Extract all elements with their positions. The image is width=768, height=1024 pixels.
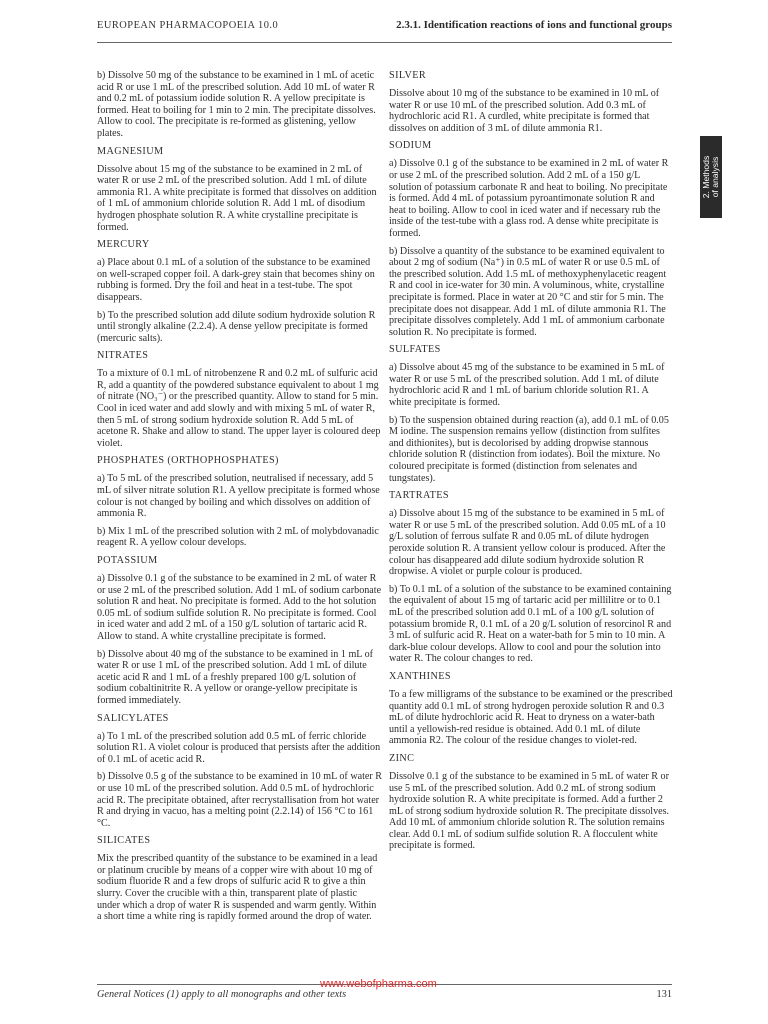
paragraph: Dissolve 0.1 g of the substance to be examined in 5 mL of water R or use 5 mL of the prescribed solution. Add 0.2 mL of strong sodium hydroxide solution R. A white precipitate is formed. Add a further 2 mL of strong sodium hydroxide solution R. The precipitate dissolves. Add 10 mL of ammonium chloride solution R. The solution remains clear. Add 0.1 mL of sodium sulfide solution R. A flocculent white precipitate is formed.: [389, 770, 670, 852]
paragraph: a) Dissolve 0.1 g of the substance to be examined in 2 mL of water R or use 2 mL of the prescribed solution. Add 1 mL of sodium carbonate solution R and heat. No precipitate is formed. Add to the hot solution 0.05 mL of sodium sulfide solution R. No precipitate is formed. Cool in iced water and add 2 mL of a 150 g/L solution of tartaric acid R. Allow to stand. A white crystalline precipitate is formed.: [97, 573, 382, 642]
paragraph: a) Dissolve about 45 mg of the substance to be examined in 5 mL of water R or use 5 mL of the prescribed solution. Add 1 mL of dilute hydrochloric acid R and 1 mL of barium chloride solution R1. A white precipitate is formed.: [389, 362, 665, 409]
running-header-title: EUROPEAN PHARMACOPOEIA 10.0: [97, 20, 279, 31]
section-heading: MERCURY: [97, 239, 150, 251]
paragraph: b) Dissolve 0.5 g of the substance to be examined in 10 mL of water R or use 10 mL of the prescribed solution. Add 0.5 mL of hydrochloric acid R. The precipitate obtained, after recrystallisation from hot water R and drying in vacuo, has a melting point (2.2.14) of 156 °C to 161 °C.: [97, 771, 382, 829]
paragraph: a) To 1 mL of the prescribed solution add 0.5 mL of ferric chloride solution R1. A violet colour is produced that persists after the addition of 0.1 mL of acetic acid R.: [97, 730, 381, 765]
running-header-section: 2.3.1. Identification reactions of ions and functional groups: [396, 19, 672, 31]
section-heading: PHOSPHATES (ORTHOPHOSPHATES): [97, 455, 279, 467]
paragraph: b) Mix 1 mL of the prescribed solution with 2 mL of molybdovanadic reagent R. A yellow colour develops.: [97, 525, 379, 549]
section-heading: POTASSIUM: [97, 555, 158, 566]
section-heading: SILVER: [389, 70, 427, 81]
paragraph: a) To 5 mL of the prescribed solution, neutralised if necessary, add 5 mL of silver nitrate solution R1. A yellow precipitate is formed whose colour is not changed by boiling and which dissolves on addition of ammonia R.: [97, 473, 380, 520]
section-heading: XANTHINES: [389, 670, 451, 682]
section-heading: ZINC: [389, 752, 415, 764]
paragraph: To a few milligrams of the substance to be examined or the prescribed quantity add 0.1 mL of strong hydrogen peroxide solution R and 0.3 mL of dilute hydrochloric acid R. Heat to dryness on a water-bath until a yellowish-red residue is obtained. Add 0.1 mL of dilute ammonia R2. The colour of the residue changes to violet-red.: [389, 688, 673, 747]
page-number: 131: [656, 989, 672, 1000]
paragraph: b) To the suspension obtained during reaction (a), add 0.1 mL of 0.05 M iodine. The suspension remains yellow (distinction from sulfites and dithionites), but is decolorised by adding dropwise stannous chloride solution R (distinction from iodates). Boil the mixture. No coloured precipitate is formed (distinction from selenates and tungstates).: [389, 414, 669, 484]
paragraph: b) To the prescribed solution add dilute sodium hydroxide solution R until strongly alkaline (2.2.4). A dense yellow precipitate is formed (mercuric salts).: [97, 309, 376, 344]
paragraph: b) Dissolve a quantity of the substance to be examined equivalent to about 2 mg of sodium (Na⁺) in 0.5 mL of water R or use 0.5 mL of the prescribed solution. Add 1.5 mL of methoxyphenylacetic reagent R and cool in ice-water for 30 min. A voluminous, white, crystalline precipitate is formed. Place in water at 20 °C and stir for 5 min. The precipitate does not disappear. Add 1 mL of dilute ammonia R1. The precipitate dissolves completely. Add 1 mL of ammonium carbonate solution R. No precipitate is formed.: [389, 245, 667, 338]
paragraph: Dissolve about 15 mg of the substance to be examined in 2 mL of water R or use 2 mL of the prescribed solution. Add 1 mL of dilute ammonia R1. A white precipitate is formed that dissolves on addition of 1 mL of ammonium chloride solution R. Add 1 mL of disodium hydrogen phosphate solution R. A white crystalline precipitate is formed.: [97, 163, 377, 233]
paragraph: b) To 0.1 mL of a solution of the substance to be examined containing the equivalent of about 15 mg of tartaric acid per millilitre or to 0.1 mL of the prescribed solution add 0.1 mL of a 100 g/L solution of potassium bromide R, 0.1 mL of a 20 g/L solution of resorcinol R and 3 mL of sulfuric acid R. Heat on a water-bath for 5 min to 10 min. A dark-blue colour develops. Allow to cool and pour the solution into water R. The colour changes to red.: [389, 583, 672, 665]
paragraph: b) Dissolve about 40 mg of the substance to be examined in 1 mL of water R or use 1 mL of the prescribed solution. Add 1 mL of dilute acetic acid R and 1 mL of a freshly prepared 100 g/L solution of sodium cobaltinitrite R. A yellow or orange-yellow precipitate is formed immediately.: [97, 648, 374, 706]
section-heading: SILICATES: [97, 835, 151, 847]
paragraph: Dissolve about 10 mg of the substance to be examined in 10 mL of water R or use 10 mL of the prescribed solution. Add 0.3 mL of hydrochloric acid R1. A curdled, white precipitate is formed that dissolves on addition of 3 mL of dilute ammonia R1.: [389, 88, 660, 134]
paragraph: a) Dissolve about 15 mg of the substance to be examined in 5 mL of water R or use 5 mL of the prescribed solution. Add 0.05 mL of a 10 g/L solution of ferrous sulfate R and 0.05 mL of dilute hydrogen peroxide solution R. A transient yellow colour is produced. After the colour has disappeared add dilute sodium hydroxide solution R dropwise. A violet or purple colour is produced.: [389, 508, 666, 578]
section-heading: MAGNESIUM: [97, 145, 164, 157]
section-heading: NITRATES: [97, 350, 149, 362]
right-column: [389, 70, 673, 858]
side-chapter-tab: [700, 136, 722, 218]
watermark-link[interactable]: www.webofpharma.com: [320, 978, 437, 990]
section-heading: SODIUM: [389, 140, 432, 152]
paragraph: a) Dissolve 0.1 g of the substance to be examined in 2 mL of water R or use 2 mL of the prescribed solution. Add 2 mL of a 150 g/L solution of potassium carbonate R and heat to boiling. No precipitate is formed. Add 4 mL of potassium pyroantimonate solution R and heat to boiling. Allow to cool in iced water and if necessary rub the inside of the test-tube with a glass rod. A dense white precipitate is formed.: [389, 158, 669, 239]
paragraph: a) Place about 0.1 mL of a solution of the substance to be examined on well-scraped copper foil. A dark-grey stain that becomes shiny on rubbing is formed. Dry the foil and heat in a test-tube. The spot disappears.: [97, 257, 375, 303]
section-heading: TARTRATES: [389, 490, 449, 502]
side-tab-line-1: 2. Methods: [701, 155, 711, 199]
section-heading: SALICYLATES: [97, 712, 169, 724]
header-divider: [97, 42, 672, 43]
left-column: [97, 70, 382, 929]
paragraph: b) Dissolve 50 mg of the substance to be examined in 1 mL of acetic acid R or use 1 mL of the prescribed solution. Add 10 mL of water R and 0.2 mL of potassium iodide solution R. A yellow precipitate is formed. Heat to boiling for 1 min to 2 min. The precipitate dissolves. Allow to cool. The precipitate is re-formed as glistening, yellow plates.: [97, 70, 376, 139]
footer-notice: General Notices (1) apply to all monographs and other texts: [97, 989, 347, 1000]
paragraph: Mix the prescribed quantity of the substance to be examined in a lead or platinum crucible by means of a copper wire with about 10 mg of sodium fluoride R and a few drops of sulfuric acid R to give a thin slurry. Cover the crucible with a thin, transparent plate of plastic under which a drop of water R is suspended and warm gently. Within a short time a white ring is rapidly formed around the drop of water.: [97, 853, 378, 923]
side-tab-line-2: of analysis: [710, 156, 720, 198]
section-heading: SULFATES: [389, 344, 441, 356]
paragraph: To a mixture of 0.1 mL of nitrobenzene R and 0.2 mL of sulfuric acid R, add a quantity of the powdered substance equivalent to about 1 mg of nitrate (NO₃⁻) or the prescribed quantity. Allow to stand for 5 min. Cool in iced water and add slowly and with mixing 5 mL of water R, then 5 mL of strong sodium hydroxide solution R. Add 5 mL of acetone R. Shake and allow to stand. The upper layer is coloured deep violet.: [97, 368, 381, 449]
